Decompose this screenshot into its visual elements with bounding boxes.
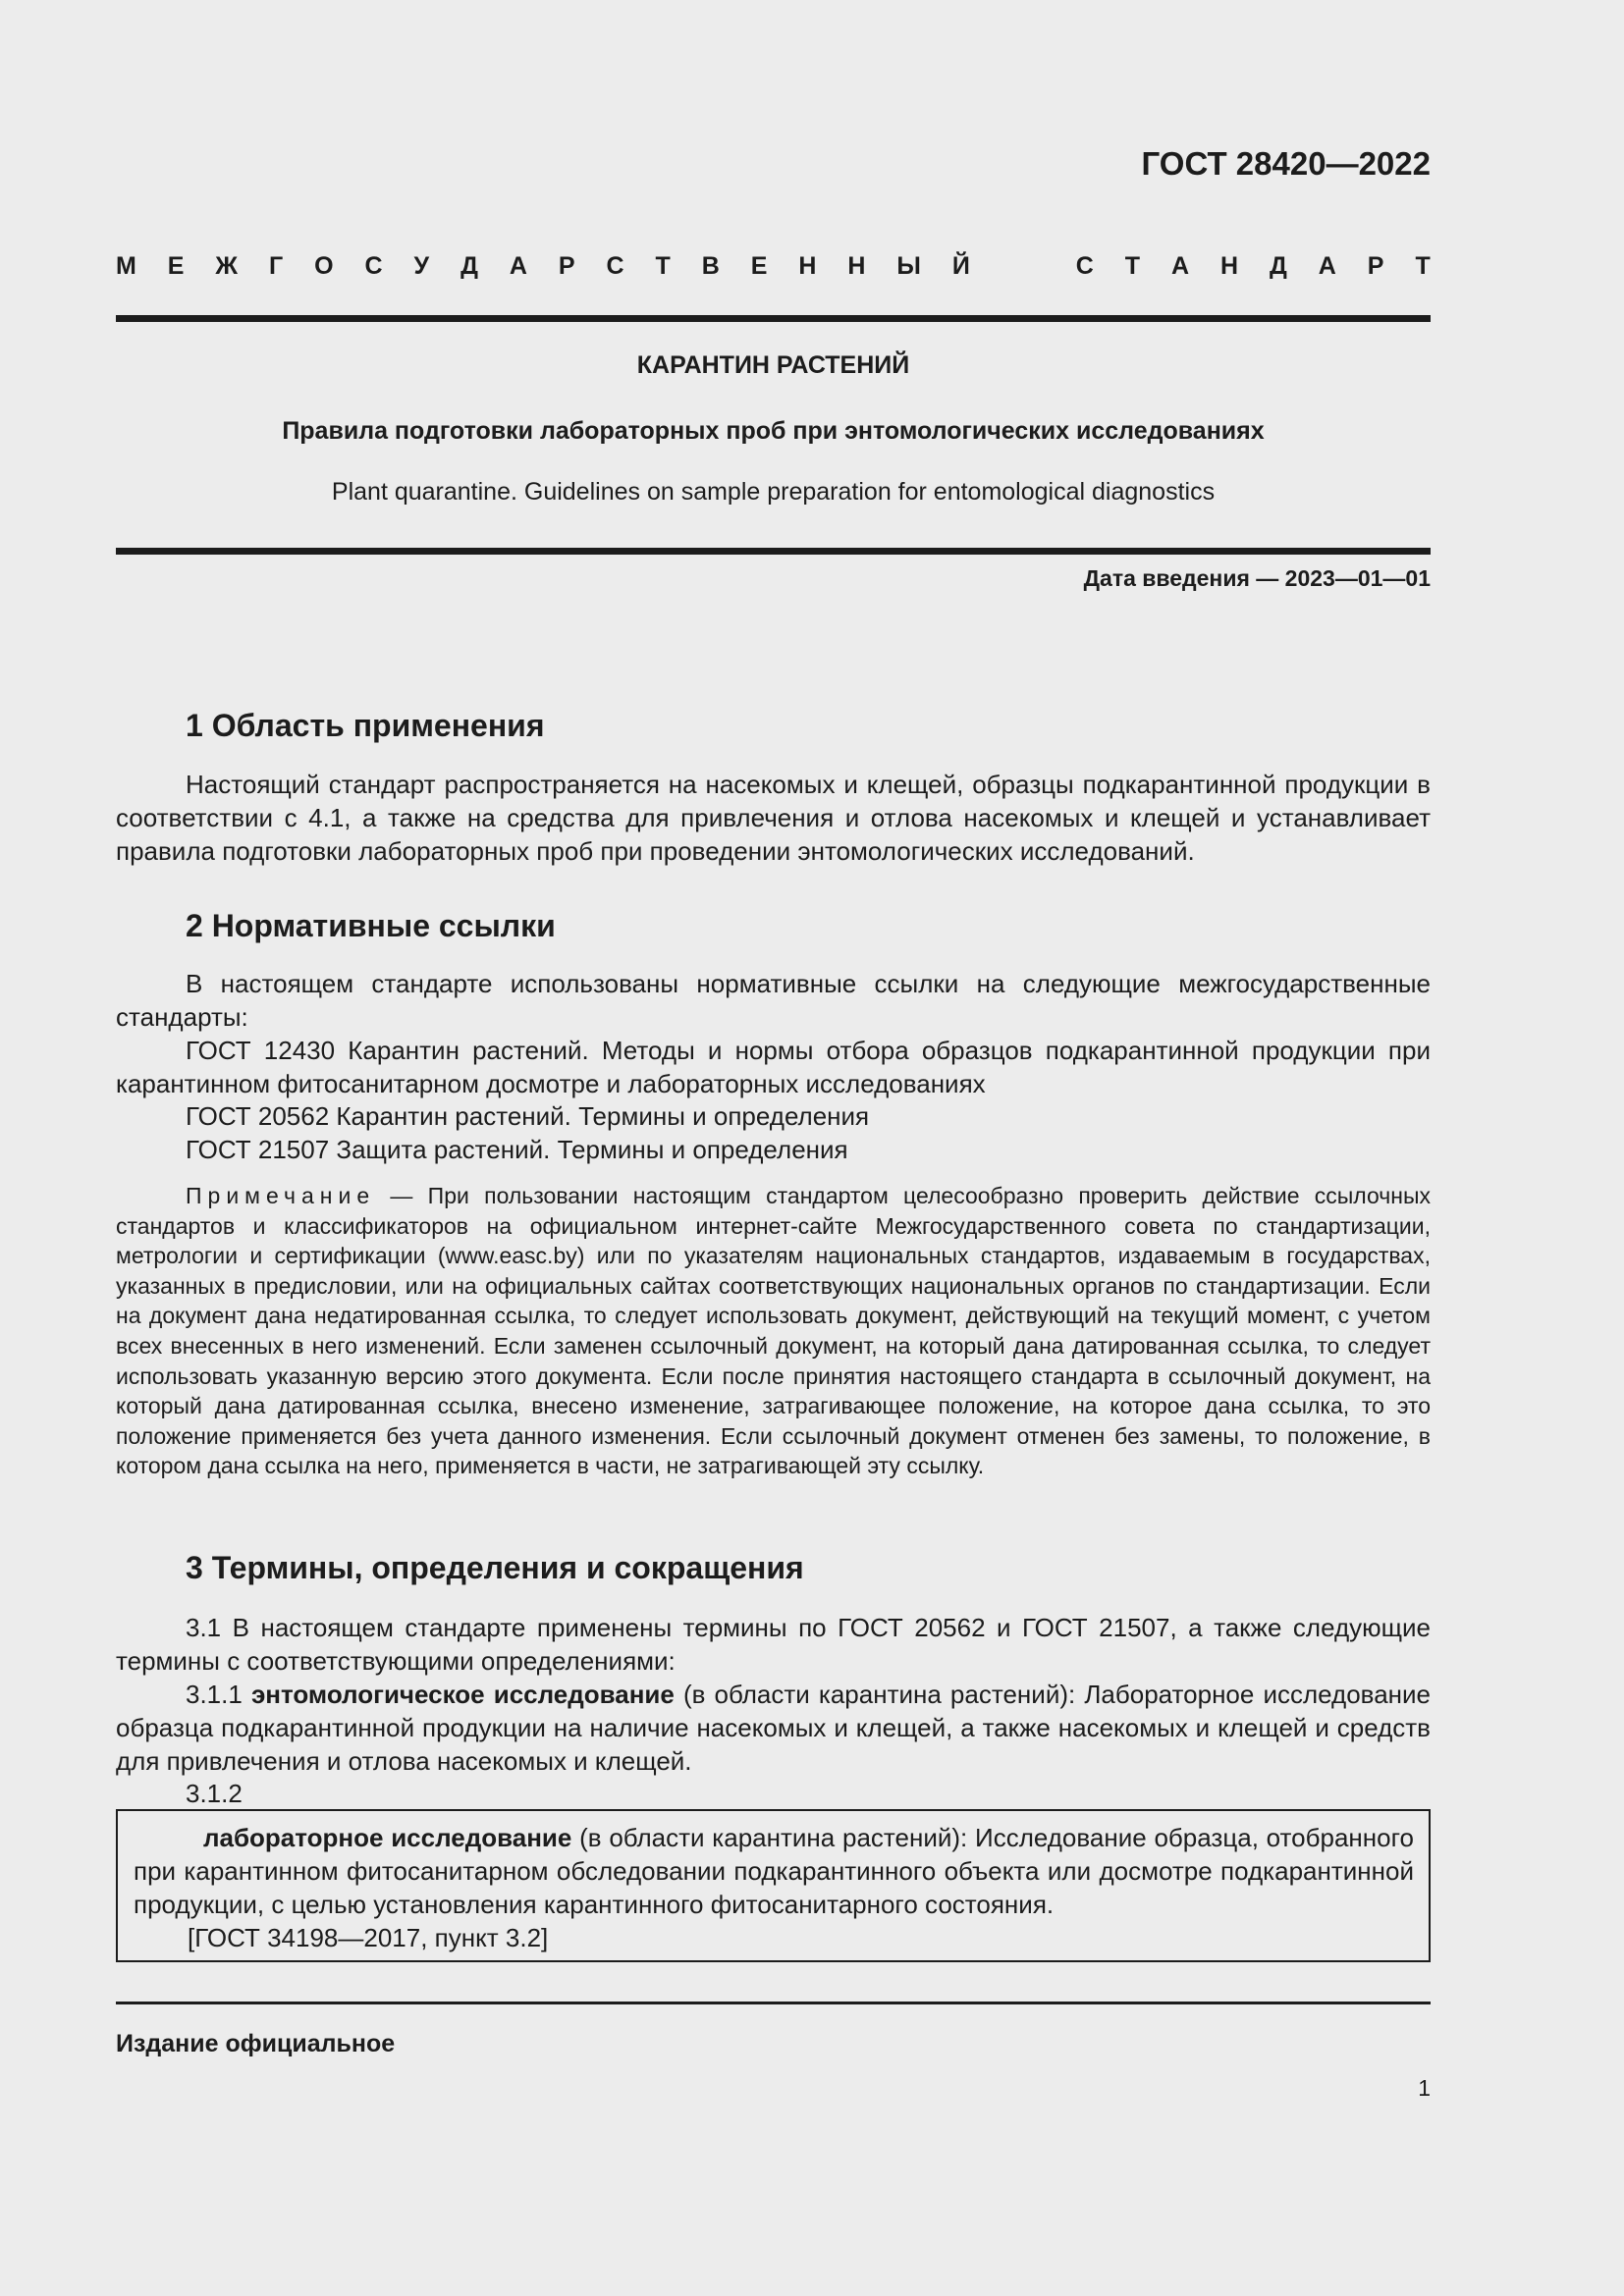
banner-letter: Т	[655, 252, 671, 280]
banner-letter: Г	[268, 252, 284, 280]
term-text: (в области карантина растений): Исследование образца, отобранного при карантинном фитосанитарном обследовании подкарантинного объекта или досмотре подкарантинной продукции, с целью установления карантинного фитосанитарного состояния.	[134, 1823, 1414, 1919]
banner-letter: Н	[1220, 252, 1239, 280]
reference-item: ГОСТ 20562 Карантин растений. Термины и определения	[186, 1101, 870, 1131]
term-name: лабораторное исследование	[203, 1823, 572, 1852]
banner-letter: Е	[167, 252, 185, 280]
section-heading: 2 Нормативные ссылки	[186, 908, 556, 943]
banner-letter: У	[413, 252, 430, 280]
banner-letter: Т	[1415, 252, 1431, 280]
header-divider	[116, 315, 1431, 322]
banner-letter: С	[1075, 252, 1094, 280]
banner-letter: А	[509, 252, 527, 280]
note-label: Примечание	[186, 1183, 376, 1208]
banner-letter: Ж	[215, 252, 239, 280]
term-text: (в области карантина растений): Лабораторное исследование образца подкарантинной продукции на наличие насекомых и клещей, а также насекомых и клещей и средств для привлечения и отлова насекомых и клещей.	[116, 1680, 1431, 1776]
references-note	[116, 1181, 1431, 1481]
term-definition	[134, 1821, 1414, 1921]
english-title: Plant quarantine. Guidelines on sample preparation for entomological diagnostics	[331, 478, 1216, 506]
banner-letter: А	[1318, 252, 1336, 280]
banner-letter: С	[364, 252, 383, 280]
scope-paragraph: Настоящий стандарт распространяется на насекомых и клещей, образцы подкарантинной продукции в соответствии с 4.1, а также на средства для привлечения и отлова насекомых и клещей и устанавливает правила подготовки лабораторных проб при проведении энтомологических исследований.	[116, 770, 1431, 866]
banner-letter: С	[606, 252, 624, 280]
banner-gap	[1001, 252, 1045, 281]
banner-letter: Р	[558, 252, 575, 280]
definition-source: [ГОСТ 34198—2017, пункт 3.2]	[188, 1923, 549, 1952]
edition-label: Издание официальное	[116, 2030, 396, 2057]
banner-letter: А	[1170, 252, 1190, 280]
title-divider	[116, 548, 1431, 555]
note-text: — При пользовании настоящим стандартом целесообразно проверить действие ссылочных стандартов и классификаторов на официальном интернет-сайте Межгосударственного совета по стандартизации, метрологии и сертификации (www.easc.by) или по указателям национальных стандартов, издаваемым в государствах, указанных в предисловии, или на официальных сайтах соответствующих национальных органов по стандартизации. Если на документ дана недатированная ссылка, то следует использовать документ, действующий на текущий момент, с учетом всех внесенных в него изменений. Если заменен ссылочный документ, на который дана датированная ссылка, то следует использовать указанную версию этого документа. Если после принятия настоящего стандарта в ссылочный документ, на который дана датированная ссылка, внесено изменение, затрагивающее положение, на которое дана ссылка, то это положение применяется без учета данного изменения. Если ссылочный документ отменен без замены, то положение, в котором дана ссылка на него, применяется в части, не затрагивающей эту ссылку.	[116, 1183, 1431, 1479]
banner-letter: Н	[847, 252, 866, 280]
banner-letter: Н	[798, 252, 817, 280]
banner-letter: М	[116, 252, 136, 280]
banner-letter: Д	[460, 252, 478, 280]
term-number: 3.1.1	[186, 1680, 251, 1709]
interstate-standard-banner	[116, 252, 1431, 281]
banner-letter: Ы	[896, 252, 921, 280]
banner-letter: Д	[1270, 252, 1287, 280]
reference-item: ГОСТ 21507 Защита растений. Термины и определения	[186, 1135, 848, 1164]
banner-letter: Е	[750, 252, 768, 280]
document-title: КАРАНТИН РАСТЕНИЙ	[636, 351, 910, 379]
quoted-definition-box	[116, 1809, 1431, 1962]
section-heading: 1 Область применения	[186, 708, 545, 743]
footer-divider	[116, 2002, 1431, 2004]
introduction-date: Дата введения — 2023—01—01	[1083, 565, 1431, 591]
page-number: 1	[1418, 2075, 1431, 2101]
term-name: энтомологическое исследование	[250, 1680, 675, 1709]
term-definition	[116, 1678, 1431, 1778]
document-subtitle: Правила подготовки лабораторных проб при энтомологических исследованиях	[282, 417, 1265, 445]
reference-item: ГОСТ 12430 Карантин растений. Методы и нормы отбора образцов подкарантинной продукции при карантинном фитосанитарном досмотре и лабораторных исследованиях	[116, 1036, 1431, 1098]
banner-letter: О	[314, 252, 334, 280]
banner-letter: В	[701, 252, 720, 280]
terms-intro: 3.1 В настоящем стандарте применены термины по ГОСТ 20562 и ГОСТ 21507, а также следующие термины с соответствующими определениями:	[116, 1613, 1431, 1676]
gost-number: ГОСТ 28420—2022	[1141, 145, 1431, 182]
banner-letter: Р	[1367, 252, 1384, 280]
term-number: 3.1.2	[186, 1779, 243, 1808]
section-heading: 3 Термины, определения и сокращения	[186, 1550, 804, 1585]
references-intro: В настоящем стандарте использованы нормативные ссылки на следующие межгосударственные стандарты:	[116, 969, 1431, 1032]
banner-letter: Й	[951, 252, 970, 280]
banner-letter: Т	[1124, 252, 1141, 280]
